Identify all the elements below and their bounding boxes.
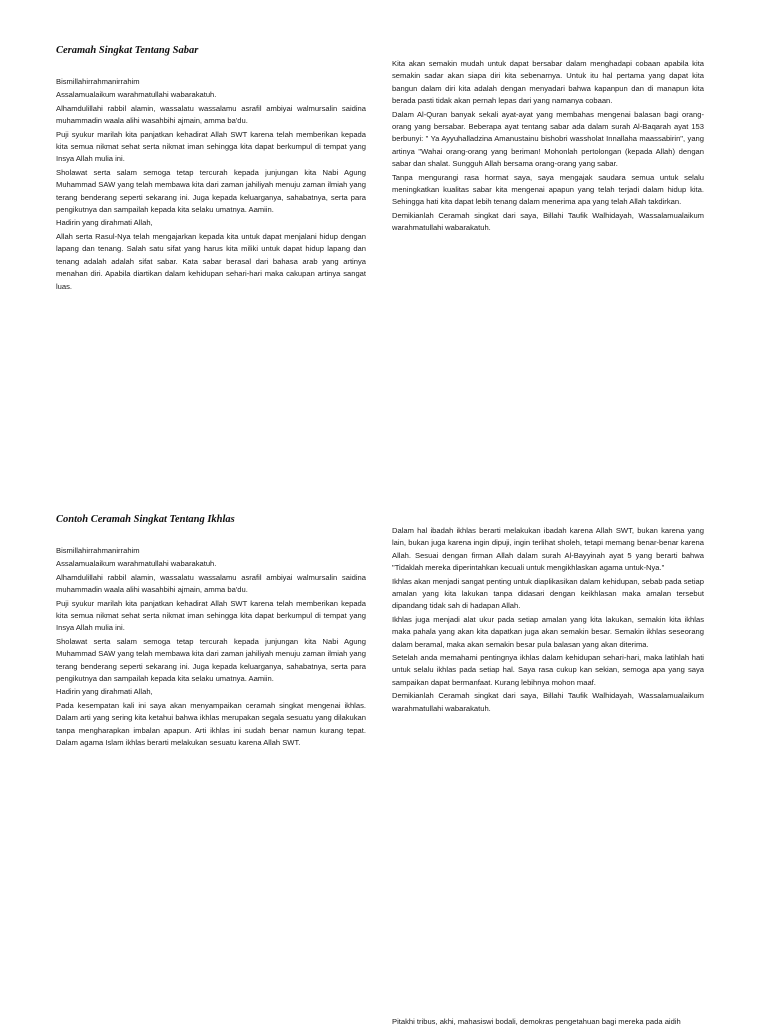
- paragraph: Ikhlas akan menjadi sangat penting untuk diaplikasikan dalam kehidupan, sebab pada setiap amalan yang kita lakukan tanpa didasari dengan keikhlasan maka amalan tersebut dipandang tidak sah di hadapan Allah.: [392, 576, 704, 611]
- paragraph: Demikianlah Ceramah singkat dari saya, Billahi Taufik Walhidayah, Wassalamualaikum warahmatullahi wabarakatuh.: [392, 210, 704, 233]
- paragraph: Sholawat serta salam semoga tetap tercurah kepada junjungan kita Nabi Agung Muhammad SAW yang telah membawa kita dari zaman jahiliyah menuju zaman ilmiah yang terang benderang seperti sekarang ini. Juga kepada keluarganya, sahabatnya, serta para pengikutnya dan sampailah kepada kita selaku umatnya. Aamiin.: [56, 167, 366, 215]
- paragraph: Alhamdulillahi rabbil alamin, wassalatu wassalamu asrafil ambiyai walmursalin saidina muhammadin waala alihi wasahbihi ajmain, amma ba'du.: [56, 103, 366, 126]
- paragraph: Pada kesempatan kali ini saya akan menyampaikan ceramah singkat mengenai ikhlas. Dalam arti yang sering kita ketahui bahwa ikhlas merupakan segala sesuatu yang dilakukan tanpa mengharapkan imbalan apapun. Arti ikhlas ini sudah benar namun kurang tepat. Dalam agama Islam ikhlas berarti melakukan sesuatu karena Allah SWT.: [56, 700, 366, 748]
- paragraph: Allah serta Rasul-Nya telah mengajarkan kepada kita untuk dapat menjalani hidup dengan lapang dan tenang. Salah satu sifat yang harus kita miliki untuk dapat hidup lapang dan tenang adalah adalah sifat sabar. Kata sabar berasal dari bahasa arab yang artinya menahan diri. Apabila diartikan dalam kehidupan sehari-hari maka cakupan artinya sangat luas.: [56, 231, 366, 291]
- paragraph: Dalam hal ibadah ikhlas berarti melakukan ibadah karena Allah SWT, bukan karena yang lain, bukan juga karena ingin dipuji, ingin terlihat sholeh, tetapi memang benar-benar karena Allah. Sesuai dengan firman Allah dalam surah Al-Bayyinah ayat 5 yang berarti bahwa "Tidaklah mereka diperintahkan kecuali untuk mengikhlaskan agama untuk-Nya.": [392, 526, 704, 573]
- paragraph: Assalamualaikum warahmatullahi wabarakatuh.: [56, 559, 217, 569]
- paragraph: Alhamdulillahi rabbil alamin, wassalatu wassalamu asrafil ambiyai walmursalin saidina muhammadin waala alihi wasahbihi ajmain, amma ba'du.: [56, 572, 366, 595]
- section-1-title: Ceramah Singkat Tentang Sabar: [56, 45, 199, 56]
- paragraph: Bismillahirrahmanirrahim: [56, 546, 140, 555]
- section-2-left-column: [56, 545, 366, 751]
- section-1-right-column: [392, 58, 704, 236]
- paragraph: Puji syukur marilah kita panjatkan kehadirat Allah SWT karena telah memberikan kepada kita semua nikmat sehat serta nikmat iman sehingga kita dapat berkumpul di tempat yang Insya Allah mulia ini.: [56, 129, 366, 164]
- paragraph: Assalamualaikum warahmatullahi wabarakatuh.: [56, 90, 217, 100]
- paragraph: Kita akan semakin mudah untuk dapat bersabar dalam menghadapi cobaan apabila kita semakin sadar akan siapa diri kita sebenarnya. Untuk itu hal pertama yang dapat kita bangun dalam diri kita adalah dengan menyadari bahwa kapanpun dan di manapun kita berada pasti tidak akan pernah lepas dari yang namanya cobaan.: [392, 59, 704, 106]
- section-2-right-column: [392, 525, 704, 716]
- paragraph: Hadirin yang dirahmati Allah,: [56, 687, 153, 697]
- section-1-left-column: [56, 76, 366, 294]
- paragraph: Setelah anda memahami pentingnya ikhlas dalam kehidupan sehari-hari, maka latihlah hati untuk selalu ikhlas pada setiap hal. Saya rasa cukup kan sekian, semoga apa yang saya sampaikan dapat bermanfaat. Kurang lebihnya mohon maaf.: [392, 653, 704, 687]
- paragraph: Tanpa mengurangi rasa hormat saya, saya mengajak saudara semua untuk selalu meningkatkan kualitas sabar kita mengenai apapun yang telah terjadi dalam hidup kita. Sehingga hati kita dapat lebih tenang dalam menerima apa yang telah Allah takdirkan.: [392, 172, 704, 207]
- paragraph: Ikhlas juga menjadi alat ukur pada setiap amalan yang kita lakukan, semakin kita ikhlas maka pahala yang akan kita dapatkan juga akan semakin besar. Semakin ikhlas seseorang dalam beramal, maka akan semakin besar pula balasan yang akan diterima.: [392, 614, 704, 649]
- paragraph: Sholawat serta salam semoga tetap tercurah kepada junjungan kita Nabi Agung Muhammad SAW yang telah membawa kita dari zaman jahiliyah menuju zaman ilmiah yang terang benderang seperti sekarang ini. Juga kepada keluarganya, sahabatnya, serta para pengikutnya dan sampailah kepada kita selaku umatnya. Aamiin.: [56, 636, 366, 684]
- paragraph: Dalam Al-Quran banyak sekali ayat-ayat yang membahas mengenai balasan bagi orang-orang yang bersabar. Beberapa ayat tentang sabar ada dalam surah Al-Baqarah ayat 153 berbunyi: " Ya Ayyuhalladzina Amanustainu bishobri wassholat Innallaha maassabirin", yang artinya "Wahai orang-orang yang beriman! Mohonlah pertolongan (kepada Allah) dengan sabar dan shalat. Sungguh Allah bersama orang-orang yang sabar.: [392, 109, 704, 169]
- paragraph: Demikianlah Ceramah singkat dari saya, Billahi Taufik Walhidayah, Wassalamualaikum warahmatullahi wabarakatuh.: [392, 691, 704, 713]
- paragraph: Puji syukur marilah kita panjatkan kehadirat Allah SWT karena telah memberikan kepada kita semua nikmat sehat serta nikmat iman sehingga kita dapat berkumpul di tempat yang Insya Allah mulia ini.: [56, 598, 366, 633]
- paragraph: Bismillahirrahmanirrahim: [56, 77, 140, 86]
- section-2-title: Contoh Ceramah Singkat Tentang Ikhlas: [56, 514, 235, 525]
- paragraph: Hadirin yang dirahmati Allah,: [56, 218, 153, 228]
- next-section-text-fragment: Pitakhi tribus, akhi, mahasiswi bodali, demokras pengetahuan bagi mereka pada aidih: [392, 1017, 681, 1026]
